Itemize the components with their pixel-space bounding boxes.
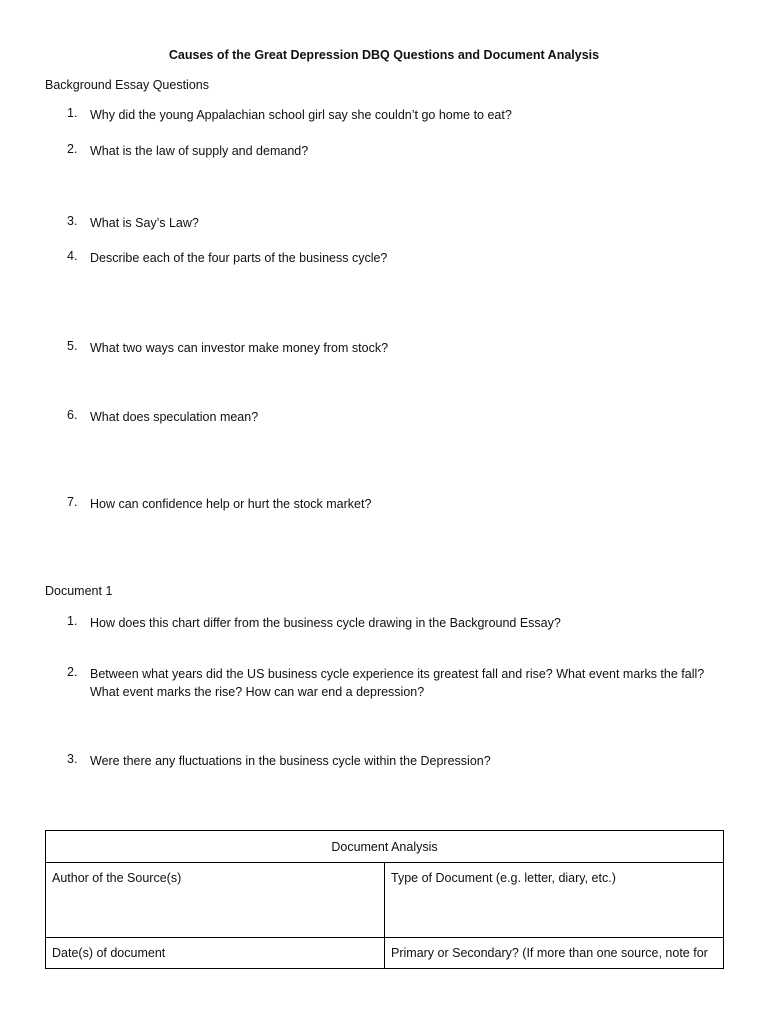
question-text: Describe each of the four parts of the business cycle? — [90, 251, 388, 265]
question-text — [90, 665, 704, 701]
question-number: 3. — [67, 752, 78, 766]
analysis-table-header: Document Analysis — [46, 831, 724, 863]
section-heading-background: Background Essay Questions — [45, 78, 209, 92]
section-heading-document-1: Document 1 — [45, 584, 113, 598]
question-item — [67, 142, 308, 160]
question-item — [67, 339, 388, 357]
question-number: 4. — [67, 249, 78, 263]
question-number: 7. — [67, 495, 78, 509]
question-item — [67, 665, 704, 701]
question-item — [67, 495, 371, 513]
question-item — [67, 408, 258, 426]
question-text-line: Between what years did the US business cycle experience its greatest fall and rise? What event marks the fall? — [90, 667, 705, 681]
question-item — [67, 752, 491, 770]
question-number: 6. — [67, 408, 78, 422]
author-cell: Author of the Source(s) — [46, 863, 385, 938]
question-text: How does this chart differ from the business cycle drawing in the Background Essay? — [90, 616, 561, 630]
date-cell: Date(s) of document — [46, 938, 385, 969]
question-number: 2. — [67, 142, 78, 156]
question-text: What two ways can investor make money from stock? — [90, 341, 389, 355]
question-text-line: What event marks the rise? How can war end a depression? — [90, 685, 425, 699]
question-item — [67, 214, 199, 232]
question-text: What is the law of supply and demand? — [90, 144, 309, 158]
document-analysis-table — [45, 830, 724, 969]
primary-secondary-cell: Primary or Secondary? (If more than one source, note for — [385, 938, 724, 969]
question-number: 1. — [67, 106, 78, 120]
question-text: How can confidence help or hurt the stock market? — [90, 497, 372, 511]
question-item — [67, 249, 387, 267]
question-item — [67, 614, 561, 632]
question-number: 5. — [67, 339, 78, 353]
question-text: What does speculation mean? — [90, 410, 259, 424]
question-text: Were there any fluctuations in the business cycle within the Depression? — [90, 754, 491, 768]
question-number: 1. — [67, 614, 78, 628]
type-cell: Type of Document (e.g. letter, diary, etc.) — [385, 863, 724, 938]
question-number: 3. — [67, 214, 78, 228]
question-item — [67, 106, 512, 124]
question-text: Why did the young Appalachian school girl say she couldn’t go home to eat? — [90, 108, 512, 122]
question-number: 2. — [67, 665, 78, 679]
question-text: What is Say’s Law? — [90, 216, 199, 230]
page-title: Causes of the Great Depression DBQ Questions and Document Analysis — [168, 48, 600, 62]
